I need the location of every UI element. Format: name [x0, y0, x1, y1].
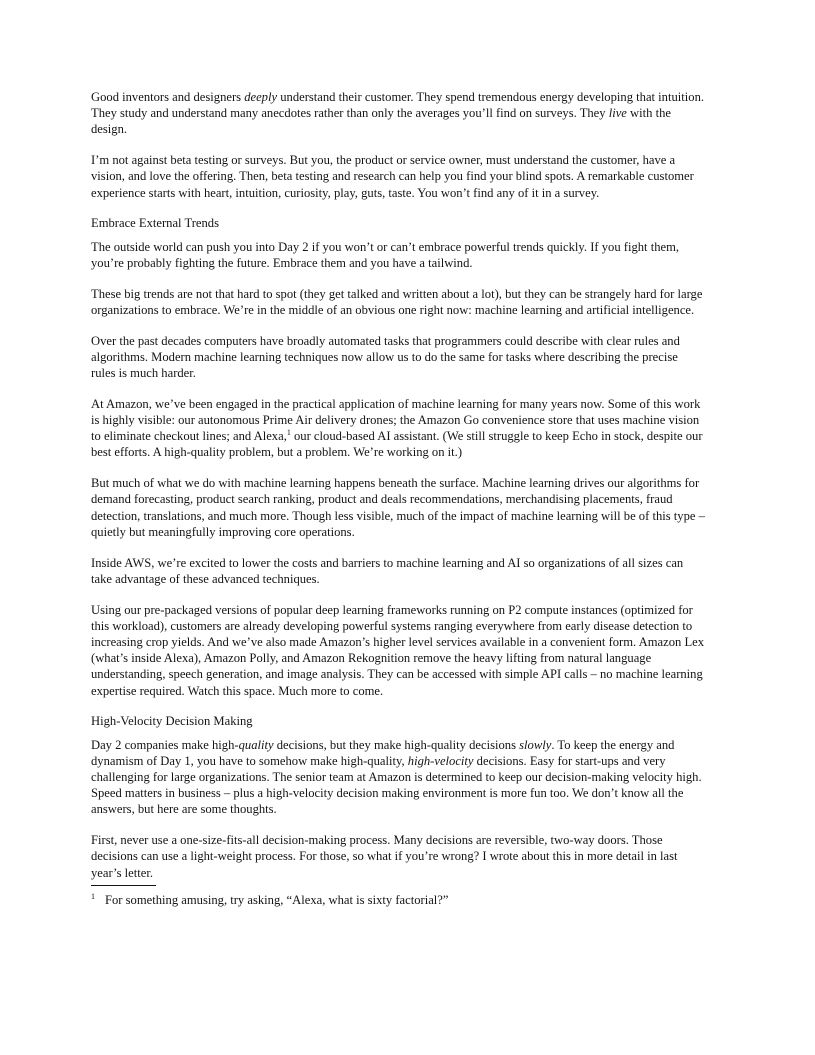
text-run: decisions. Easy for start-ups and very challenging for large organizations. The senior team at Amazon is determined to keep our decision-making velocity high. Speed matters in business – plus a high-velocity decision making environment is more fun too. We don’t know all the answers, but here are some thoughts.	[91, 753, 702, 817]
paragraph-one-size-fits-all: First, never use a one-size-fits-all decision-making process. Many decisions are reversible, two-way doors. Those decisions can use a light-weight process. For those, so what if you’re wrong? I wrote about this in more detail in last year’s letter.	[91, 833, 678, 880]
letter-page	[91, 89, 705, 908]
text-run: . To keep the energy and dynamism of Day 1, you have to somehow make high-quality,	[91, 737, 675, 768]
paragraph-day-2-companies	[91, 737, 705, 818]
paragraph-beneath-surface: But much of what we do with machine learning happens beneath the surface. Machine learning drives our algorithms for demand forecasting, product search ranking, product and deals recommendations, merchandising placements, fraud detection, translations, and much more. Though less visible, much of the impact of machine learning will be of this type – quietly but meaningfully improving core operations.	[91, 476, 705, 539]
footnote-text: For something amusing, try asking, “Alexa, what is sixty factorial?”	[105, 893, 449, 908]
text-run: our cloud-based AI assistant. (We still struggle to keep Echo in stock, despite our best efforts. A high-quality problem, but a problem. We’re working on it.)	[91, 429, 703, 460]
text-run: At Amazon, we’ve been engaged in the practical application of machine learning for many years now. Some of this work is highly visible: our autonomous Prime Air delivery drones; the Amazon Go convenience store that uses machine vision to eliminate checkout lines; and Alexa,	[91, 396, 701, 444]
text-run: Good inventors and designers	[91, 90, 245, 104]
section-heading-external-trends: Embrace External Trends	[91, 216, 220, 231]
text-run: decisions, but they make high-quality decisions	[273, 737, 520, 752]
paragraph-outside-world: The outside world can push you into Day 2 if you won’t or can’t embrace powerful trends quickly. If you fight them, you’re probably fighting the future. Embrace them and you have a tailwind.	[91, 239, 680, 270]
text-run: Day 2 companies make high-	[91, 737, 239, 752]
emphasis-high-velocity: high-velocity	[407, 753, 474, 768]
emphasis-deeply: deeply	[244, 90, 278, 104]
footnote-reference: 1	[286, 428, 291, 438]
paragraph-beta-testing: I’m not against beta testing or surveys. But you, the product or service owner, must understand the customer, have a vision, and love the offering. Then, beta testing and research can help you find your blind spots. A remarkable customer experience starts with heart, intuition, curiosity, play, guts, taste. You won’t find any of it in a survey.	[91, 153, 694, 200]
paragraph-big-trends: These big trends are not that hard to spot (they get talked and written about a lot), but they can be strangely hard for large organizations to embrace. We’re in the middle of an obvious one right now: machine learning and artificial intelligence.	[91, 286, 703, 317]
text-run: with the design.	[91, 106, 671, 137]
section-heading-decision-making: High-Velocity Decision Making	[91, 714, 253, 729]
paragraph-pre-packaged: Using our pre-packaged versions of popular deep learning frameworks running on P2 compute instances (optimized for this workload), customers are already developing powerful systems ranging everywhere from early disease detection to increasing crop yields. And we’ve also made Amazon’s higher level services available in a convenient form. Amazon Lex (what’s inside Alexa), Amazon Polly, and Amazon Rekognition remove the heavy lifting from natural language understanding, speech generation, and image analysis. They can be accessed with simple API calls – no machine learning expertise required. Watch this space. Much more to come.	[91, 602, 705, 698]
paragraph-inventors	[91, 89, 705, 138]
emphasis-slowly: slowly	[519, 737, 552, 752]
paragraph-inside-aws: Inside AWS, we’re excited to lower the costs and barriers to machine learning and AI so organizations of all sizes can take advantage of these advanced techniques.	[91, 555, 684, 586]
footnote-divider	[91, 885, 156, 886]
paragraph-past-decades: Over the past decades computers have broadly automated tasks that programmers could describe with clear rules and algorithms. Modern machine learning techniques now allow us to do the same for tasks where describing the precise rules is much harder.	[91, 333, 680, 381]
emphasis-live: live	[608, 106, 627, 121]
paragraph-at-amazon	[91, 396, 705, 461]
text-run: understand their customer. They spend tremendous energy developing that intuition. They study and understand many anecdotes rather than only the averages you’ll find on surveys. They	[91, 90, 705, 121]
footnote: $^1$ For something amusing, try asking, “Alexa, what is sixty factorial?”	[91, 892, 449, 908]
emphasis-quality: quality	[238, 737, 274, 752]
